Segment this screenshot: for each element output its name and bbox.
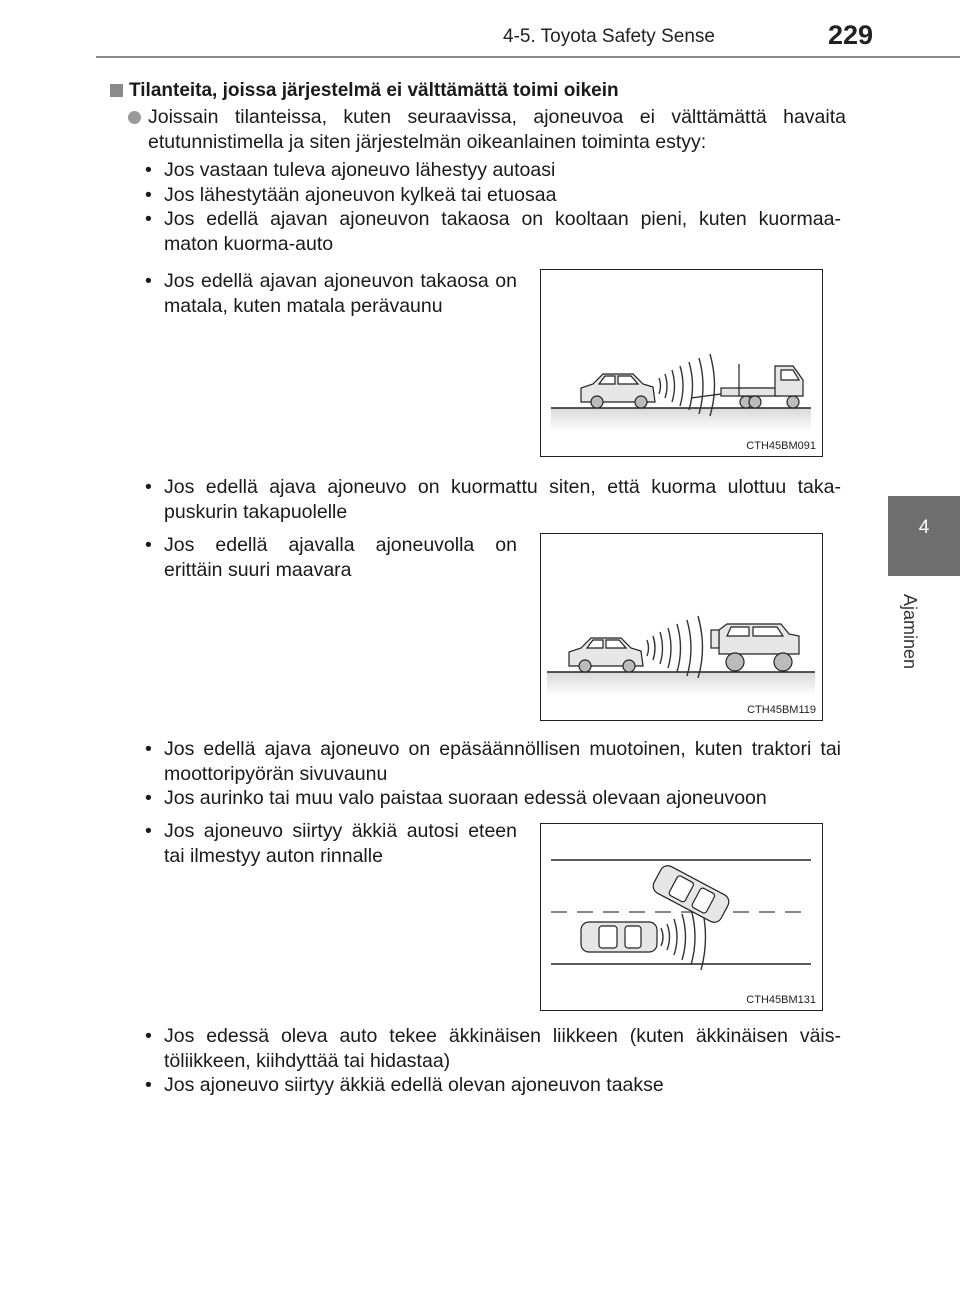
page-number: 229	[828, 20, 874, 50]
list-item: • Jos ajoneuvo siirtyy äkkiä edellä olevan ajoneuvon taakse	[145, 1073, 841, 1098]
bullet-list-5	[145, 737, 841, 811]
bullet-list-7	[145, 1024, 841, 1098]
own-car-icon	[581, 374, 655, 408]
header-rule	[96, 56, 960, 58]
chapter-title-vertical	[898, 594, 918, 674]
chapter-title: Ajaminen	[900, 594, 920, 670]
running-header: 4-5. Toyota Safety Sense	[503, 26, 715, 47]
intro-paragraph	[128, 105, 846, 154]
bullet-list-1	[145, 158, 841, 256]
road-surface	[551, 408, 811, 432]
bullet-list-2	[145, 269, 517, 318]
cut-in-illustration	[541, 824, 822, 1010]
intro-text: Joissain tilanteissa, kuten seuraavissa, ajoneuvoa ei välttämättä havaita etutunnistimella ja siten järjestelmän oikeanlainen toiminta estyy:	[148, 106, 846, 153]
cut-in-car-icon	[650, 863, 731, 925]
list-item: • Jos edessä oleva auto tekee äkkinäisen liikkeen (kuten äkkinäisen väis- töliikkeen, kiihdyttää tai hidastaa)	[145, 1024, 841, 1073]
figure-code: CTH45BM091	[746, 440, 816, 452]
heading-square-icon	[110, 84, 123, 97]
list-item: • Jos edellä ajava ajoneuvo on epäsäännöllisen muotoinen, kuten traktori tai moottoripyörän sivuvaunu	[145, 737, 841, 786]
bullet-list-6	[145, 819, 517, 868]
figure-low-trailer	[540, 269, 823, 457]
figure-code: CTH45BM131	[746, 994, 816, 1006]
list-item: • Jos edellä ajava ajoneuvo on kuormattu siten, että kuorma ulottuu taka- puskurin takapuolelle	[145, 475, 841, 524]
list-item: • Jos edellä ajavan ajoneuvon takaosa on matala, kuten matala perävaunu	[145, 269, 517, 318]
list-item: • Jos edellä ajavalla ajoneuvolla on erittäin suuri maavara	[145, 533, 517, 582]
list-item: • Jos ajoneuvo siirtyy äkkiä autosi eteen tai ilmestyy auton rinnalle	[145, 819, 517, 868]
figure-high-clearance	[540, 533, 823, 721]
bullet-list-3	[145, 475, 841, 524]
list-item: • Jos edellä ajavan ajoneuvon takaosa on kooltaan pieni, kuten kuormaa- maton kuorma-auto	[145, 207, 841, 256]
high-clearance-illustration	[541, 534, 822, 720]
own-car-icon	[581, 922, 657, 952]
suv-icon	[711, 624, 799, 671]
truck-icon	[739, 364, 803, 408]
circle-bullet-icon	[128, 111, 141, 124]
radar-waves-icon	[647, 616, 703, 678]
radar-waves-icon	[659, 354, 715, 416]
list-item: • Jos lähestytään ajoneuvon kylkeä tai etuosaa	[145, 183, 841, 208]
section-heading	[110, 79, 619, 104]
figure-cut-in	[540, 823, 823, 1011]
figure-code: CTH45BM119	[747, 704, 816, 716]
chapter-tab	[888, 496, 960, 576]
road-surface	[547, 672, 815, 696]
list-item: • Jos vastaan tuleva ajoneuvo lähestyy autoasi	[145, 158, 841, 183]
chapter-number: 4	[918, 517, 930, 538]
list-item: • Jos aurinko tai muu valo paistaa suoraan edessä olevaan ajoneuvoon	[145, 786, 841, 811]
section-heading-text: Tilanteita, joissa järjestelmä ei välttämättä toimi oikein	[129, 80, 619, 101]
low-trailer-illustration	[541, 270, 822, 456]
own-car-icon	[569, 638, 643, 672]
bullet-list-4	[145, 533, 517, 582]
